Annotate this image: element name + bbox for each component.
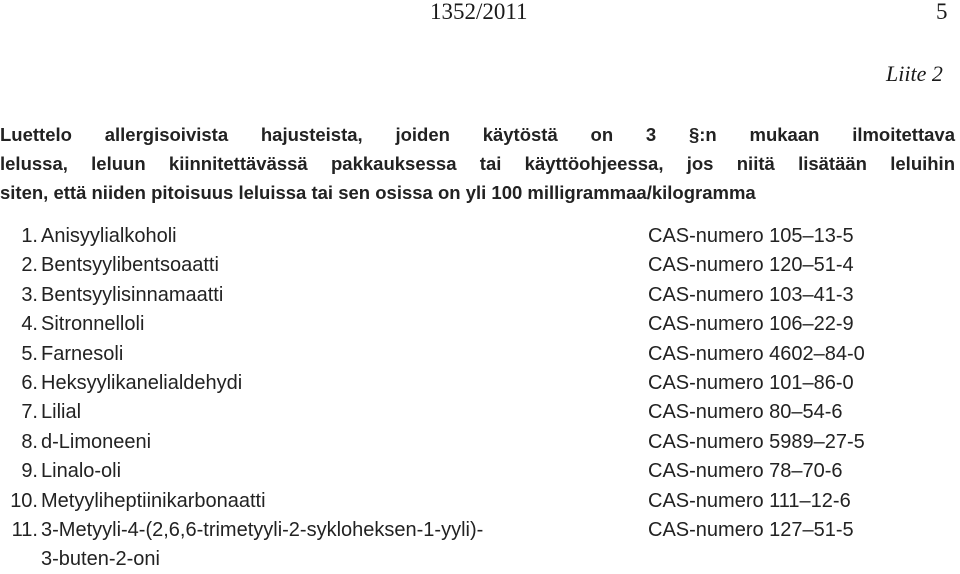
cas-number: CAS-numero 106–22-9	[648, 313, 854, 336]
item-number: 10.	[10, 489, 38, 512]
list-item	[0, 487, 960, 516]
appendix-label: Liite 2	[886, 61, 943, 86]
list-item	[0, 369, 960, 398]
list-item	[0, 340, 960, 369]
substance-name: Bentsyylisinnamaatti	[41, 283, 224, 306]
item-number: 9.	[21, 460, 38, 483]
document-number: 1352/2011	[430, 0, 528, 24]
list-item	[0, 457, 960, 486]
list-item	[0, 428, 960, 457]
list-item	[0, 310, 960, 339]
cas-number: CAS-numero 80–54-6	[648, 401, 843, 424]
item-number: 11.	[11, 518, 38, 541]
substance-name: Anisyylialkoholi	[41, 225, 177, 247]
cas-number: CAS-numero 127–51-5	[648, 518, 854, 541]
item-number: 4.	[21, 313, 38, 336]
item-number: 6.	[21, 371, 38, 394]
item-number: 8.	[21, 430, 38, 453]
cas-number: CAS-numero 78–70-6	[648, 460, 843, 483]
list-item	[0, 398, 960, 427]
item-number: 1.	[21, 225, 38, 247]
page-number: 5	[936, 0, 948, 24]
list-item	[0, 251, 960, 280]
list-item	[0, 281, 960, 310]
cas-number: CAS-numero 111–12-6	[648, 489, 851, 512]
list-item	[0, 516, 960, 570]
substance-name: Bentsyylibentsoaatti	[41, 254, 219, 277]
section-heading	[0, 120, 955, 207]
heading-line: lelussa, leluun kiinnitettävässä pakkauksessa tai käyttöohjeessa, jos niitä lisätään leluihin	[0, 153, 955, 174]
cas-number: CAS-numero 105–13-5	[648, 225, 854, 247]
substance-name: d-Limoneeni	[41, 430, 152, 453]
item-number: 5.	[21, 342, 38, 365]
substance-name: Heksyylikanelialdehydi	[41, 371, 243, 394]
item-number: 3.	[21, 283, 38, 306]
cas-number: CAS-numero 120–51-4	[648, 254, 854, 277]
cas-number: CAS-numero 5989–27-5	[648, 430, 865, 453]
heading-line: Luettelo allergisoivista hajusteista, joiden käytöstä on 3 §:n mukaan ilmoitettava	[0, 124, 955, 145]
substance-name: Linalo-oli	[41, 460, 122, 483]
substance-name: Farnesoli	[41, 342, 124, 365]
item-number: 7.	[21, 401, 38, 424]
substance-name-continuation: 3-buten-2-oni	[41, 547, 160, 570]
list-item	[0, 222, 960, 251]
substance-name: Metyyliheptiinikarbonaatti	[41, 489, 266, 512]
heading-line: siten, että niiden pitoisuus leluissa tai sen osissa on yli 100 milligrammaa/kilogramma	[0, 182, 756, 203]
fragrance-list	[0, 222, 960, 570]
cas-number: CAS-numero 101–86-0	[648, 371, 854, 394]
item-number: 2.	[21, 254, 38, 277]
cas-number: CAS-numero 4602–84-0	[648, 342, 865, 365]
substance-name: Lilial	[41, 401, 82, 424]
substance-name: 3-Metyyli-4-(2,6,6-trimetyyli-2-sykloheksen-1-yyli)-	[41, 518, 484, 541]
substance-name: Sitronnelloli	[41, 313, 145, 336]
cas-number: CAS-numero 103–41-3	[648, 283, 854, 306]
